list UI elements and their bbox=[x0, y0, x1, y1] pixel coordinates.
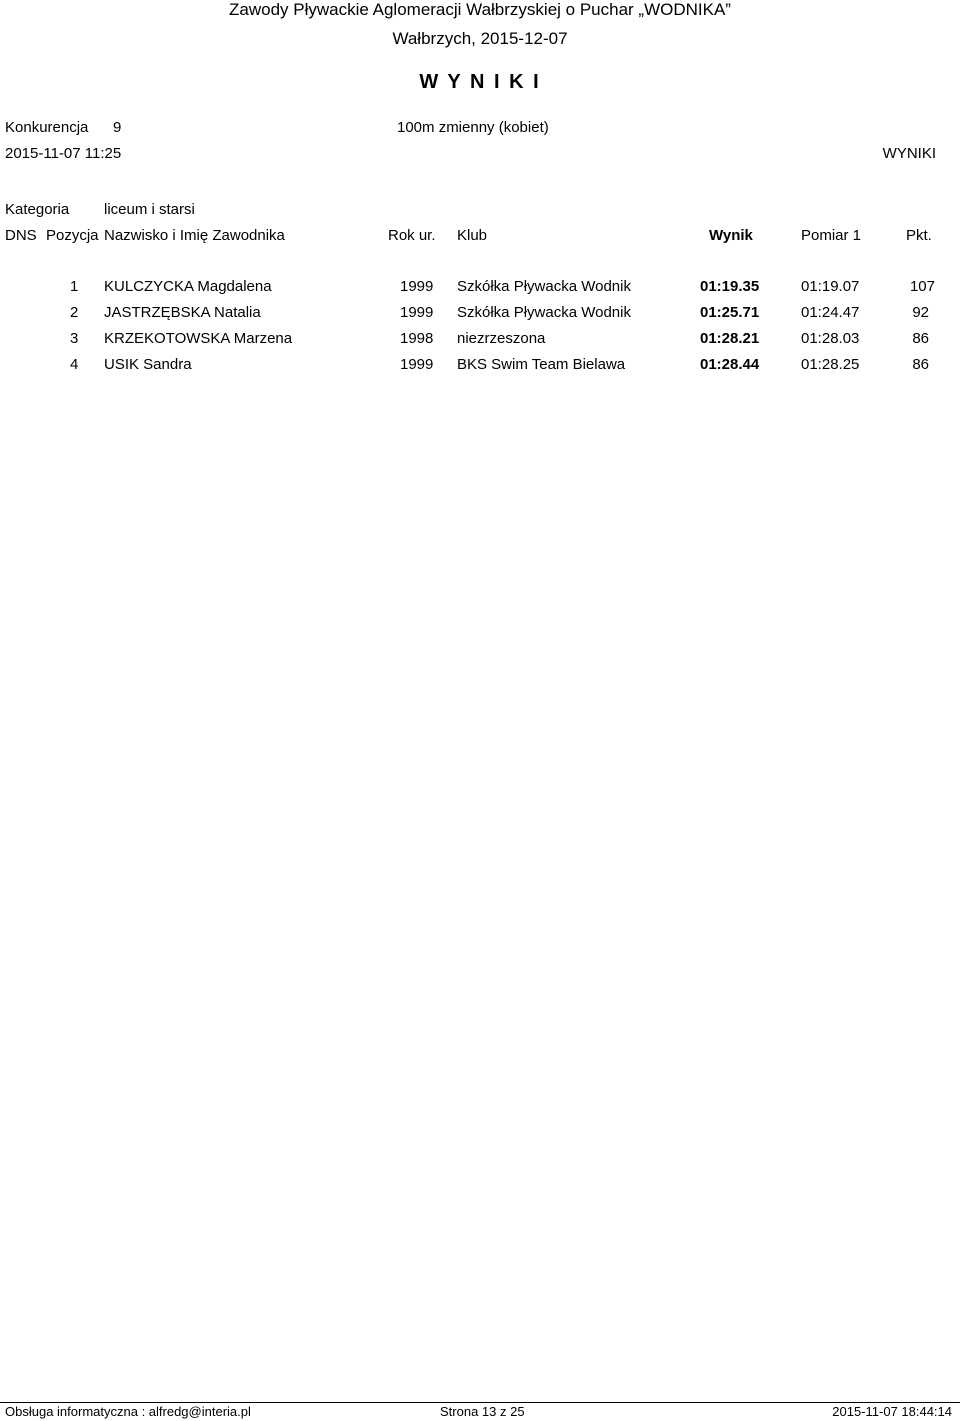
row-place: 4 bbox=[70, 356, 79, 373]
row-name: KRZEKOTOWSKA Marzena bbox=[104, 330, 293, 347]
results-title: W Y N I K I bbox=[419, 71, 541, 93]
row-year: 1998 bbox=[400, 330, 434, 347]
row-year: 1999 bbox=[400, 278, 434, 295]
row-points: 86 bbox=[912, 330, 929, 347]
row-place: 1 bbox=[70, 278, 79, 295]
row-year: 1999 bbox=[400, 304, 434, 321]
row-points: 86 bbox=[912, 356, 929, 373]
col-split: Pomiar 1 bbox=[801, 227, 862, 244]
konkurencja-label: Konkurencja bbox=[5, 119, 89, 136]
row-result: 01:19.35 bbox=[700, 278, 760, 295]
table-row bbox=[0, 330, 960, 356]
row-club: BKS Swim Team Bielawa bbox=[457, 356, 626, 373]
place-date: Wałbrzych, 2015-12-07 bbox=[392, 29, 568, 48]
row-place: 3 bbox=[70, 330, 79, 347]
row-points: 107 bbox=[909, 278, 935, 295]
row-points: 92 bbox=[912, 304, 929, 321]
col-year: Rok ur. bbox=[388, 227, 436, 244]
col-dns: DNS bbox=[5, 227, 37, 244]
col-result: Wynik bbox=[709, 227, 753, 244]
konkurencja-number: 9 bbox=[113, 119, 122, 136]
footer-printed-timestamp: 2015-11-07 18:44:14 bbox=[832, 1404, 952, 1419]
row-result: 01:25.71 bbox=[700, 304, 760, 321]
table-row bbox=[0, 278, 960, 304]
row-club: Szkółka Pływacka Wodnik bbox=[457, 304, 631, 321]
row-year: 1999 bbox=[400, 356, 434, 373]
row-name: USIK Sandra bbox=[104, 356, 192, 373]
col-points: Pkt. bbox=[906, 227, 932, 244]
row-split: 01:19.07 bbox=[801, 278, 860, 295]
race-status: WYNIKI bbox=[882, 145, 936, 162]
event-title: Zawody Pływackie Aglomeracji Wałbrzyskiej o Puchar „WODNIKA” bbox=[229, 0, 731, 19]
row-name: KULCZYCKA Magdalena bbox=[104, 278, 272, 295]
footer-divider bbox=[0, 1402, 960, 1403]
table-row bbox=[0, 356, 960, 382]
row-club: Szkółka Pływacka Wodnik bbox=[457, 278, 631, 295]
row-name: JASTRZĘBSKA Natalia bbox=[104, 304, 261, 321]
row-split: 01:28.03 bbox=[801, 330, 860, 347]
footer-page-number: Strona 13 z 25 bbox=[440, 1404, 525, 1419]
event-name: 100m zmienny (kobiet) bbox=[397, 119, 549, 136]
table-row bbox=[0, 304, 960, 330]
row-place: 2 bbox=[70, 304, 79, 321]
col-pozycja: Pozycja bbox=[46, 227, 99, 244]
category-label: Kategoria bbox=[5, 201, 70, 218]
row-split: 01:28.25 bbox=[801, 356, 860, 373]
row-club: niezrzeszona bbox=[457, 330, 546, 347]
row-result: 01:28.21 bbox=[700, 330, 760, 347]
col-club: Klub bbox=[457, 227, 488, 244]
footer-operator: Obsługa informatyczna : alfredg@interia.pl bbox=[5, 1404, 251, 1419]
row-result: 01:28.44 bbox=[700, 356, 760, 373]
col-name: Nazwisko i Imię Zawodnika bbox=[104, 227, 285, 244]
race-datetime: 2015-11-07 11:25 bbox=[5, 145, 122, 162]
row-split: 01:24.47 bbox=[801, 304, 860, 321]
category-value: liceum i starsi bbox=[104, 201, 195, 218]
